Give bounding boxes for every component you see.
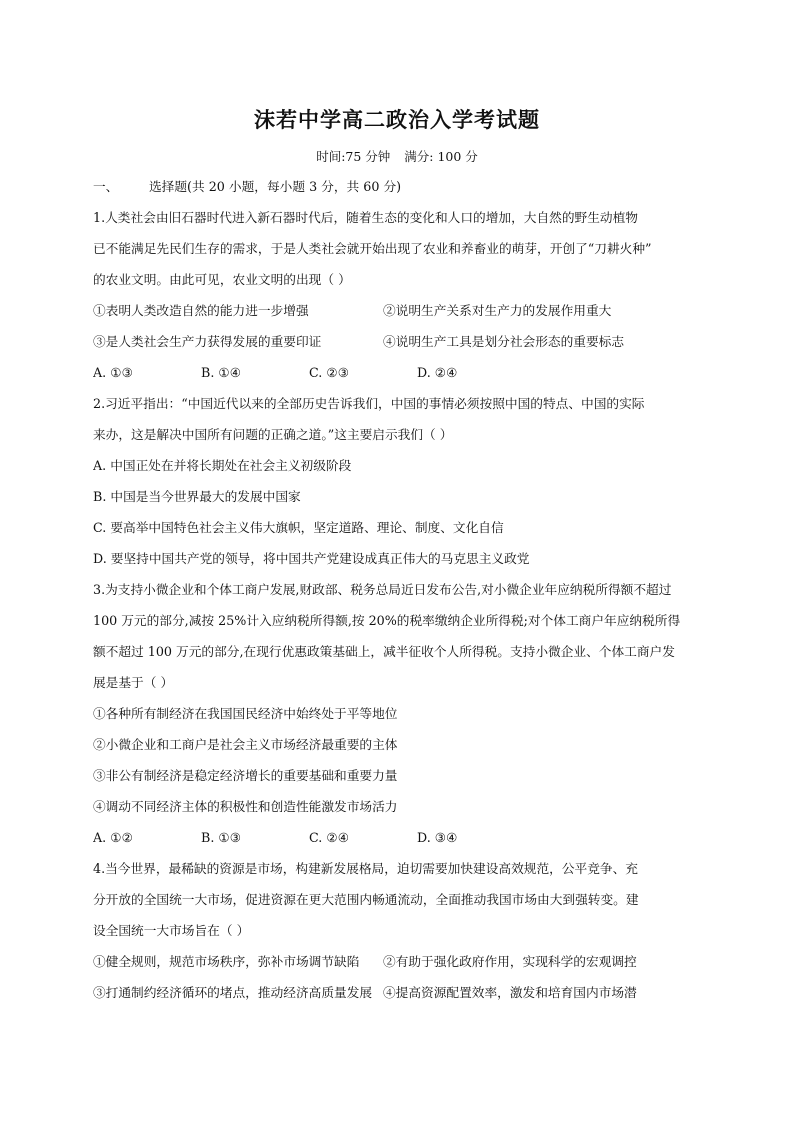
q1-option-4: ④说明生产工具是划分社会形态的重要标志 — [383, 334, 625, 349]
q3-choice-a: A. ①② — [93, 830, 133, 845]
q4-stem-line-1: 4.当今世界，最稀缺的资源是市场，构建新发展格局，迫切需要加快建设高效规范，公平竞争、充 — [93, 861, 638, 876]
q1-choices — [93, 360, 705, 391]
q1-options-row-1 — [93, 298, 705, 329]
q3-choice-c: C. ②④ — [309, 830, 350, 845]
q3-stem-line-4: 展是基于（ ） — [93, 675, 174, 690]
q4-stem-line-3: 设全国统一大市场旨在（ ） — [93, 923, 250, 938]
q4-option-4: ④提高资源配置效率，激发和培育国内市场潜 — [383, 985, 637, 1000]
q4-option-3: ③打通制约经济循环的堵点，推动经济高质量发展 — [93, 985, 373, 1000]
q1-stem-line-1: 1.人类社会由旧石器时代进入新石器时代后，随着生态的变化和人口的增加，大自然的野生动植物 — [93, 210, 638, 225]
q2-option-d: D. 要坚持中国共产党的领导，将中国共产党建设成真正伟大的马克思主义政党 — [93, 551, 530, 566]
q3-option-3: ③非公有制经济是稳定经济增长的重要基础和重要力量 — [93, 768, 398, 783]
q1-choice-c: C. ②③ — [309, 365, 350, 380]
q3-option-2: ②小微企业和工商户是社会主义市场经济最重要的主体 — [93, 737, 398, 752]
q4-option-1: ①健全规则，规范市场秩序，弥补市场调节缺陷 — [93, 954, 360, 969]
section-number: 一、 — [93, 179, 119, 194]
q2-option-a: A. 中国正处在并将长期处在社会主义初级阶段 — [93, 458, 352, 473]
q4-stem-line-2: 分开放的全国统一大市场，促进资源在更大范围内畅通流动，全面推动我国市场由大到强转变。建 — [93, 892, 639, 907]
q3-choices — [93, 825, 705, 856]
q2-option-c: C. 要高举中国特色社会主义伟大旗帜，坚定道路、理论、制度、文化自信 — [93, 520, 504, 535]
q1-options-row-2 — [93, 329, 705, 360]
q1-stem-line-3: 的农业文明。由此可见，农业文明的出现（ ） — [93, 272, 351, 287]
exam-time: 时间:75 分钟 — [316, 149, 391, 164]
exam-score: 满分: 100 分 — [404, 149, 478, 164]
q3-stem-line-2: 100 万元的部分,减按 25%计入应纳税所得额,按 20%的税率缴纳企业所得税;对个体工商户年应纳税所得 — [93, 613, 681, 628]
q3-option-1: ①各种所有制经济在我国国民经济中始终处于平等地位 — [93, 706, 398, 721]
q4-options-row-2 — [93, 980, 705, 1011]
q1-choice-d: D. ②④ — [417, 365, 458, 380]
q1-option-3: ③是人类社会生产力获得发展的重要印证 — [93, 334, 322, 349]
q3-choice-b: B. ①③ — [201, 830, 242, 845]
q3-stem-line-1: 3.为支持小微企业和个体工商户发展,财政部、税务总局近日发布公告,对小微企业年应纳税所得额不超过 — [93, 582, 672, 597]
section-title: 选择题(共 20 小题，每小题 3 分，共 60 分) — [149, 179, 402, 194]
q4-option-2: ②有助于强化政府作用，实现科学的宏观调控 — [383, 954, 637, 969]
section-heading — [93, 174, 705, 205]
q1-option-1: ①表明人类改造自然的能力进一步增强 — [93, 303, 309, 318]
q2-stem-line-2: 来办，这是解决中国所有问题的正确之道。”这主要启示我们（ ） — [93, 427, 453, 442]
q1-stem-line-2: 已不能满足先民们生存的需求，于是人类社会就开始出现了农业和养畜业的萌芽，开创了“刀耕火种” — [93, 241, 652, 256]
q1-choice-b: B. ①④ — [201, 365, 242, 380]
q2-stem-line-1: 2.习近平指出：“中国近代以来的全部历史告诉我们，中国的事情必须按照中国的特点、中国的实际 — [93, 396, 645, 411]
q4-options-row-1 — [93, 949, 705, 980]
exam-title: 沫若中学高二政治入学考试题 — [254, 107, 540, 132]
exam-info — [0, 147, 794, 165]
q1-choice-a: A. ①③ — [93, 365, 133, 380]
q3-option-4: ④调动不同经济主体的积极性和创造性能激发市场活力 — [93, 799, 398, 814]
q3-stem-line-3: 额不超过 100 万元的部分,在现行优惠政策基础上，减半征收个人所得税。支持小微企业、个体工商户发 — [93, 644, 675, 659]
q3-choice-d: D. ③④ — [417, 830, 458, 845]
q2-option-b: B. 中国是当今世界最大的发展中国家 — [93, 489, 301, 504]
exam-body — [93, 174, 705, 1011]
q1-option-2: ②说明生产关系对生产力的发展作用重大 — [383, 303, 612, 318]
